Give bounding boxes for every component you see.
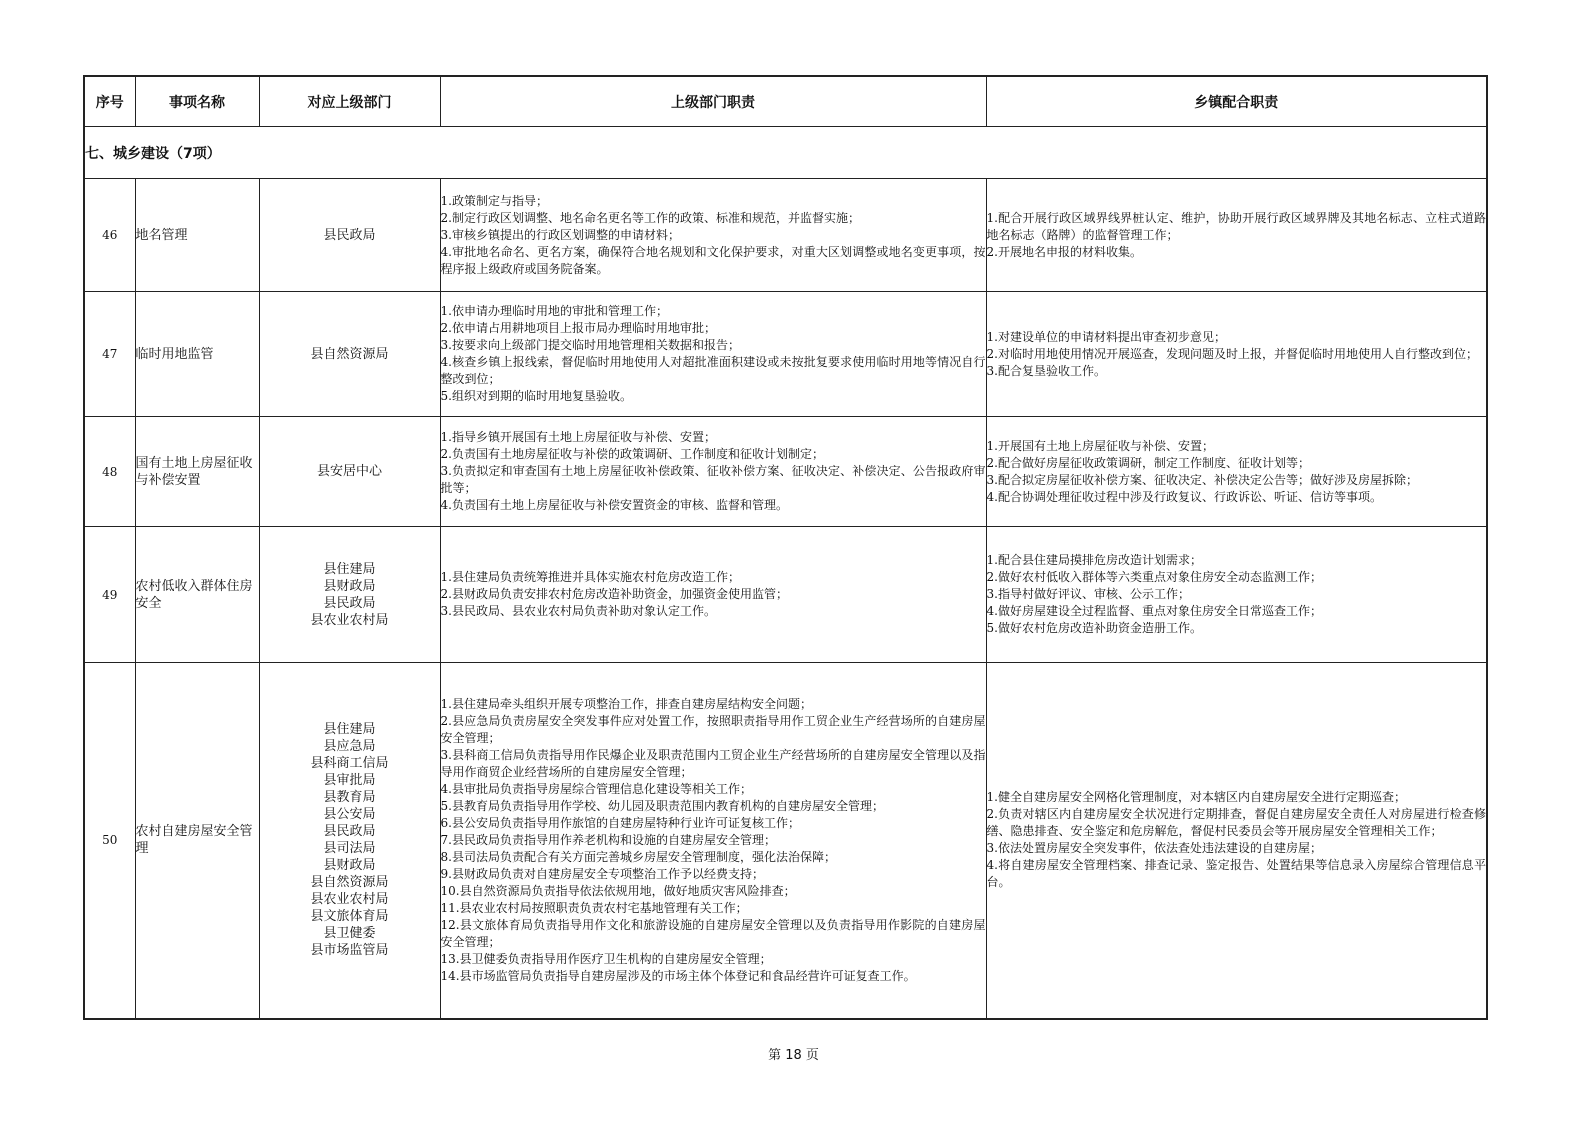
row-dept bbox=[259, 292, 440, 417]
duty-line: 3.负责拟定和审查国有土地上房屋征收补偿政策、征收补偿方案、征收决定、补偿决定、公告报政府审批等； bbox=[440, 464, 986, 495]
row-index: 46 bbox=[84, 179, 135, 292]
duty-line: 12.县文旅体育局负责指导用作文化和旅游设施的自建房屋安全管理以及负责指导用作影院的自建房屋安全管理； bbox=[440, 917, 986, 949]
duty-line: 2.对临时用地使用情况开展巡查，发现问题及时上报，并督促临时用地使用人自行整改到位； bbox=[986, 346, 1478, 361]
dept-line: 县市场监管局 bbox=[310, 943, 389, 959]
row-index: 49 bbox=[84, 527, 135, 663]
duty-line: 3.配合复垦验收工作。 bbox=[986, 363, 1106, 378]
duty-line: 1.配合县住建局摸排危房改造计划需求； bbox=[986, 553, 1202, 567]
duty-line: 2.县财政局负责安排农村危房改造补助资金，加强资金使用监管； bbox=[440, 587, 788, 601]
duty-line: 4.配合协调处理征收过程中涉及行政复议、行政诉讼、听证、信访等事项。 bbox=[986, 489, 1382, 504]
duty-line: 1.指导乡镇开展国有土地上房屋征收与补偿、安置； bbox=[440, 430, 716, 444]
duty-line: 4.负责国有土地上房屋征收与补偿安置资金的审核、监督和管理。 bbox=[440, 498, 788, 512]
duty-line: 10.县自然资源局负责指导依法依规用地，做好地质灾害风险排查； bbox=[440, 883, 796, 898]
row-dept bbox=[259, 417, 440, 527]
row-upper-duty bbox=[440, 417, 986, 527]
duty-line: 1.对建设单位的申请材料提出审查初步意见； bbox=[986, 329, 1226, 344]
duty-line: 2.制定行政区划调整、地名命名更名等工作的政策、标准和规范，并监督实施； bbox=[440, 210, 860, 225]
row-item-name: 地名管理 bbox=[135, 179, 259, 292]
row-town-duty bbox=[986, 179, 1487, 292]
duty-line: 2.负责对辖区内自建房屋安全状况进行定期排查，督促自建房屋安全责任人对房屋进行检查修缮、隐患排查、安全鉴定和危房解危，督促村民委员会等开展房屋安全管理相关工作； bbox=[986, 807, 1486, 839]
dept-line: 县财政局 bbox=[323, 578, 376, 594]
header-town-duty: 乡镇配合职责 bbox=[986, 76, 1487, 127]
header-index: 序号 bbox=[84, 76, 135, 127]
dept-line: 县科商工信局 bbox=[310, 756, 389, 772]
duty-line: 4.做好房屋建设全过程监督、重点对象住房安全日常巡查工作； bbox=[986, 604, 1322, 618]
table-row bbox=[84, 527, 1487, 663]
duty-line: 2.配合做好房屋征收政策调研，制定工作制度、征收计划等； bbox=[986, 455, 1310, 470]
dept-line: 县教育局 bbox=[323, 790, 376, 806]
dept-line: 县安居中心 bbox=[316, 464, 382, 479]
header-upper-duty: 上级部门职责 bbox=[440, 76, 986, 127]
duty-line: 3.县民政局、县农业农村局负责补助对象认定工作。 bbox=[440, 604, 716, 618]
section-row bbox=[84, 127, 1487, 179]
dept-line: 县民政局 bbox=[323, 227, 376, 243]
dept-line: 县自然资源局 bbox=[310, 875, 389, 891]
header-dept: 对应上级部门 bbox=[259, 76, 440, 127]
duty-line: 11.县农业农村局按照职责负责农村宅基地管理有关工作； bbox=[440, 900, 748, 915]
duty-line: 3.配合拟定房屋征收补偿方案、征收决定、补偿决定公告等；做好涉及房屋拆除； bbox=[986, 472, 1418, 487]
table-row bbox=[84, 663, 1487, 1019]
dept-line: 县卫健委 bbox=[323, 926, 376, 942]
header-name: 事项名称 bbox=[135, 76, 259, 127]
row-index: 47 bbox=[84, 292, 135, 417]
duty-line: 3.按要求向上级部门提交临时用地管理相关数据和报告； bbox=[440, 338, 740, 352]
row-dept bbox=[259, 527, 440, 663]
table-row bbox=[84, 179, 1487, 292]
row-item-name: 农村自建房屋安全管理 bbox=[135, 663, 259, 1019]
row-town-duty bbox=[986, 292, 1487, 417]
duty-line: 3.依法处置房屋安全突发事件，依法查处违法建设的自建房屋； bbox=[986, 841, 1322, 856]
duty-line: 14.县市场监管局负责指导自建房屋涉及的市场主体个体登记和食品经营许可证复查工作。 bbox=[440, 968, 916, 983]
dept-line: 县审批局 bbox=[323, 773, 376, 789]
dept-line: 县文旅体育局 bbox=[310, 909, 389, 925]
duty-line: 3.审核乡镇提出的行政区划调整的申请材料； bbox=[440, 227, 680, 242]
row-town-duty bbox=[986, 527, 1487, 663]
duty-line: 7.县民政局负责指导用作养老机构和设施的自建房屋安全管理； bbox=[440, 832, 776, 847]
header-row bbox=[84, 76, 1487, 127]
duty-line: 2.负责国有土地房屋征收与补偿的政策调研、工作制度和征收计划制定； bbox=[440, 447, 824, 461]
duty-line: 13.县卫健委负责指导用作医疗卫生机构的自建房屋安全管理； bbox=[440, 951, 772, 966]
duty-line: 2.做好农村低收入群体等六类重点对象住房安全动态监测工作； bbox=[986, 570, 1322, 584]
dept-line: 县农业农村局 bbox=[310, 892, 389, 908]
duty-table bbox=[83, 75, 1488, 1020]
duty-line: 5.县教育局负责指导用作学校、幼儿园及职责范围内教育机构的自建房屋安全管理； bbox=[440, 798, 884, 813]
duty-line: 1.开展国有土地上房屋征收与补偿、安置； bbox=[986, 438, 1214, 453]
dept-line: 县民政局 bbox=[323, 824, 376, 840]
duty-line: 5.做好农村危房改造补助资金造册工作。 bbox=[986, 621, 1202, 635]
table-row bbox=[84, 292, 1487, 417]
duty-line: 4.审批地名命名、更名方案，确保符合地名规划和文化保护要求，对重大区划调整或地名变更事项，按程序报上级政府或国务院备案。 bbox=[440, 244, 986, 276]
row-dept bbox=[259, 663, 440, 1019]
duty-line: 6.县公安局负责指导用作旅馆的自建房屋特种行业许可证复核工作； bbox=[440, 815, 800, 830]
duty-line: 3.指导村做好评议、审核、公示工作； bbox=[986, 587, 1190, 601]
duty-line: 1.配合开展行政区域界线界桩认定、维护，协助开展行政区域界牌及其地名标志、立柱式道路地名标志（路牌）的监督管理工作； bbox=[986, 210, 1486, 242]
dept-line: 县自然资源局 bbox=[310, 346, 389, 362]
duty-line: 4.县审批局负责指导房屋综合管理信息化建设等相关工作； bbox=[440, 781, 752, 796]
duty-line: 1.健全自建房屋安全网格化管理制度，对本辖区内自建房屋安全进行定期巡查； bbox=[986, 790, 1406, 805]
duty-line: 1.县住建局牵头组织开展专项整治工作，排查自建房屋结构安全问题； bbox=[440, 696, 812, 711]
dept-line: 县公安局 bbox=[323, 807, 376, 823]
row-upper-duty bbox=[440, 179, 986, 292]
duty-line: 1.政策制定与指导； bbox=[440, 193, 548, 208]
row-index: 50 bbox=[84, 663, 135, 1019]
duty-line: 9.县财政局负责对自建房屋安全专项整治工作予以经费支持； bbox=[440, 866, 764, 881]
duty-line: 2.县应急局负责房屋安全突发事件应对处置工作，按照职责指导用作工贸企业生产经营场所的自建房屋安全管理； bbox=[440, 713, 986, 745]
duty-line: 5.组织对到期的临时用地复垦验收。 bbox=[440, 389, 632, 403]
page-footer: 第 18 页 bbox=[768, 1048, 819, 1063]
duty-line: 8.县司法局负责配合有关方面完善城乡房屋安全管理制度，强化法治保障； bbox=[440, 849, 836, 864]
section-title: 七、城乡建设（7项） bbox=[84, 127, 1487, 179]
dept-line: 县农业农村局 bbox=[310, 612, 389, 628]
dept-line: 县民政局 bbox=[323, 595, 376, 611]
duty-line: 3.县科商工信局负责指导用作民爆企业及职责范围内工贸企业生产经营场所的自建房屋安全管理以及指导用作商贸企业经营场所的自建房屋安全管理； bbox=[440, 747, 986, 779]
row-dept bbox=[259, 179, 440, 292]
dept-line: 县住建局 bbox=[323, 722, 376, 738]
duty-line: 2.依申请占用耕地项目上报市局办理临时用地审批； bbox=[440, 321, 716, 335]
row-upper-duty bbox=[440, 663, 986, 1019]
dept-line: 县司法局 bbox=[323, 841, 376, 857]
duty-line: 4.核查乡镇上报线索，督促临时用地使用人对超批准面积建设或未按批复要求使用临时用地等情况自行整改到位； bbox=[440, 355, 986, 386]
row-index: 48 bbox=[84, 417, 135, 527]
row-item-name: 国有土地上房屋征收与补偿安置 bbox=[135, 417, 259, 527]
dept-line: 县住建局 bbox=[323, 561, 376, 577]
row-town-duty bbox=[986, 663, 1487, 1019]
row-item-name: 临时用地监管 bbox=[135, 292, 259, 417]
duty-line: 1.依申请办理临时用地的审批和管理工作； bbox=[440, 304, 668, 318]
row-upper-duty bbox=[440, 292, 986, 417]
row-town-duty bbox=[986, 417, 1487, 527]
dept-line: 县应急局 bbox=[323, 739, 376, 755]
dept-line: 县财政局 bbox=[323, 858, 376, 874]
duty-line: 2.开展地名申报的材料收集。 bbox=[986, 244, 1142, 259]
duty-line: 1.县住建局负责统筹推进并具体实施农村危房改造工作； bbox=[440, 570, 740, 584]
duty-line: 4.将自建房屋安全管理档案、排查记录、鉴定报告、处置结果等信息录入房屋综合管理信息平台。 bbox=[986, 858, 1486, 890]
row-upper-duty bbox=[440, 527, 986, 663]
table-row bbox=[84, 417, 1487, 527]
row-item-name: 农村低收入群体住房安全 bbox=[135, 527, 259, 663]
